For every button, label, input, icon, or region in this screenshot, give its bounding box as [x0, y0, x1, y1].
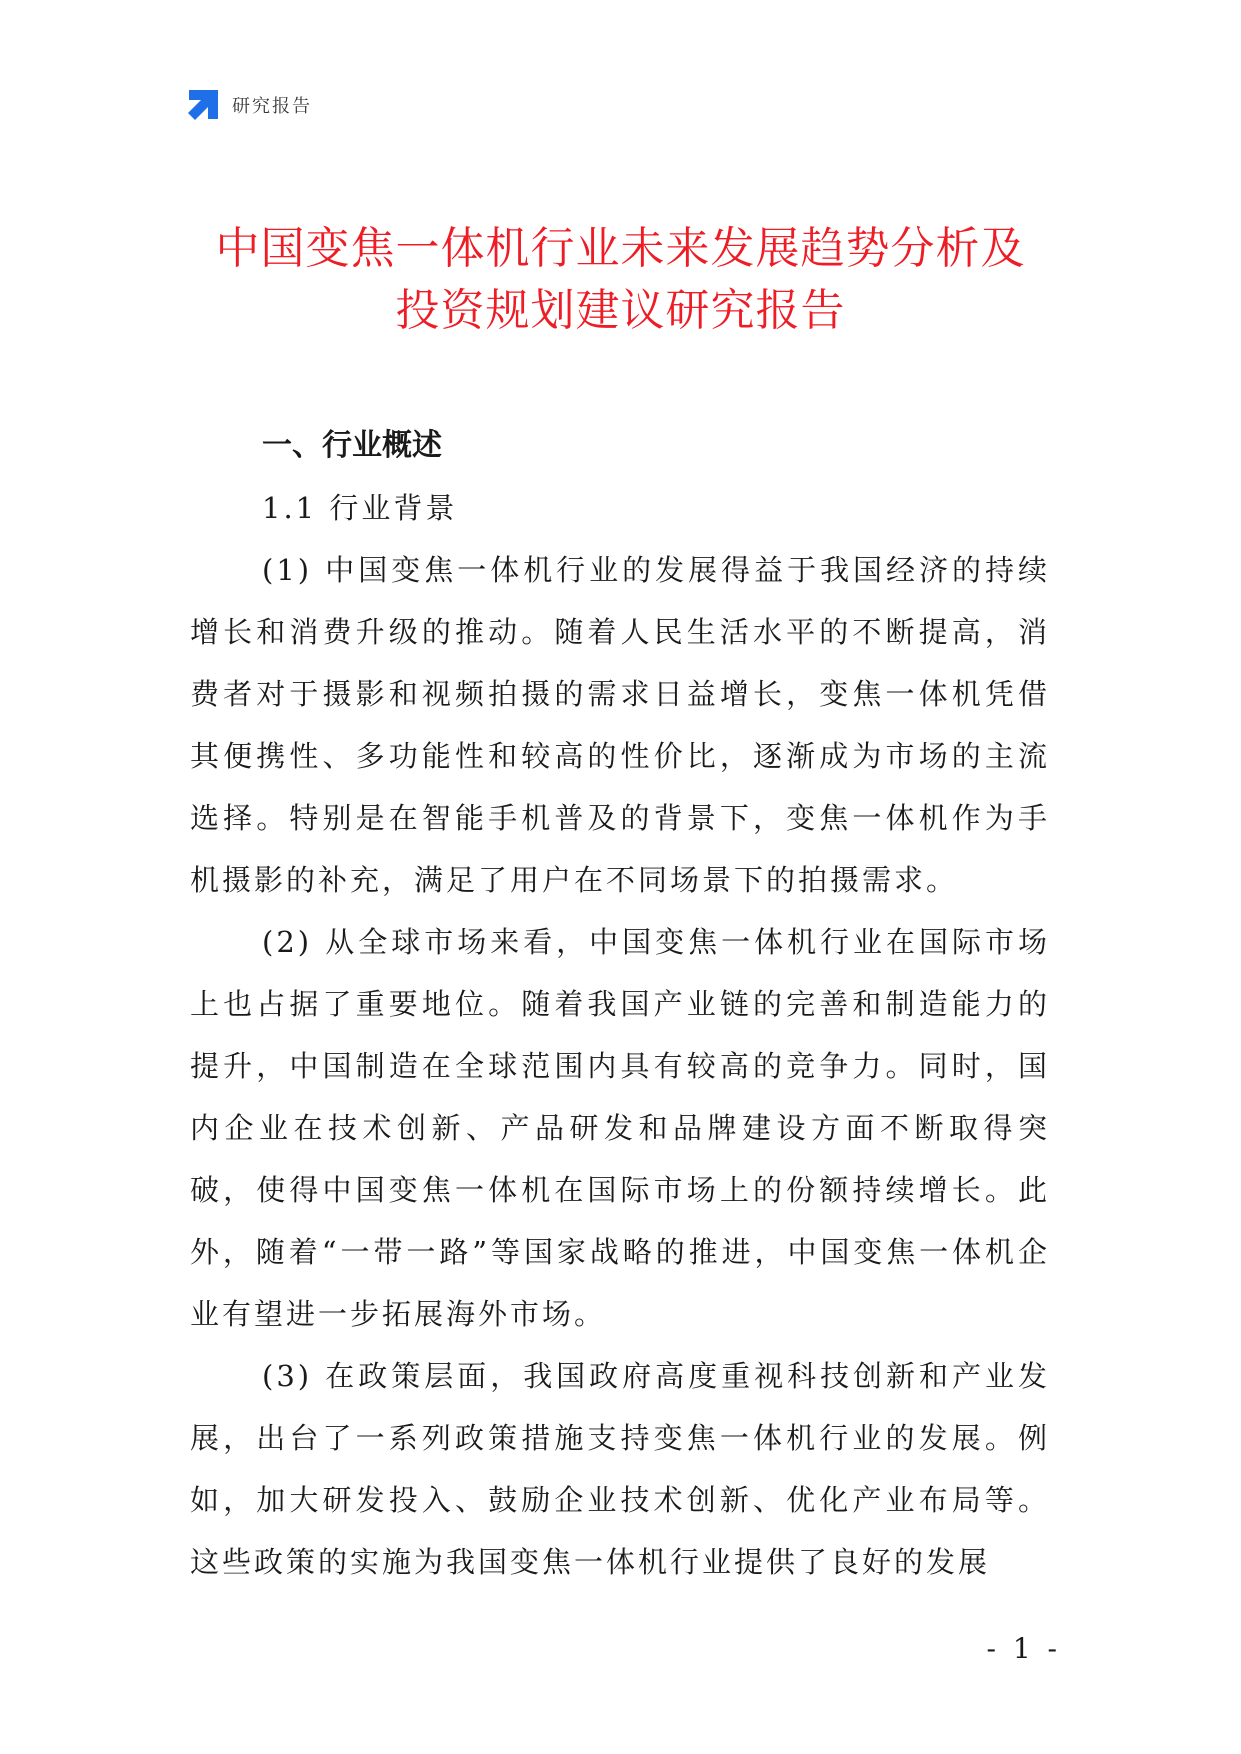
- title-line-1: 中国变焦一体机行业未来发展趋势分析及: [215, 223, 1026, 274]
- header-label: 研究报告: [232, 95, 312, 117]
- document-body: [190, 415, 1050, 1593]
- paragraph-1: (1) 中国变焦一体机行业的发展得益于我国经济的持续增长和消费升级的推动。随着人民生活水平的不断提高，消费者对于摄影和视频拍摄的需求日益增长，变焦一体机凭借其便携性、多功能性和较高的性价比，逐渐成为市场的主流选择。特别是在智能手机普及的背景下，变焦一体机作为手机摄影的补充，满足了用户在不同场景下的拍摄需求。: [190, 553, 1050, 897]
- page-header: [187, 88, 312, 121]
- section-heading: 一、行业概述: [262, 428, 442, 463]
- subsection-heading: 1.1 行业背景: [262, 491, 458, 525]
- diagonal-arrow-icon: [187, 88, 220, 121]
- page-number: - 1 -: [986, 1632, 1061, 1665]
- paragraph-2: (2) 从全球市场来看，中国变焦一体机行业在国际市场上也占据了重要地位。随着我国产业链的完善和制造能力的提升，中国制造在全球范围内具有较高的竞争力。同时，国内企业在技术创新、产品研发和品牌建设方面不断取得突破，使得中国变焦一体机在国际市场上的份额持续增长。此外，随着“一带一路”等国家战略的推进，中国变焦一体机企业有望进一步拓展海外市场。: [190, 925, 1050, 1331]
- title-line-2: 投资规划建议研究报告: [395, 285, 846, 336]
- paragraph-3: (3) 在政策层面，我国政府高度重视科技创新和产业发展，出台了一系列政策措施支持变焦一体机行业的发展。例如，加大研发投入、鼓励企业技术创新、优化产业布局等。这些政策的实施为我国变焦一体机行业提供了良好的发展: [190, 1359, 1050, 1579]
- document-title: [0, 218, 1241, 342]
